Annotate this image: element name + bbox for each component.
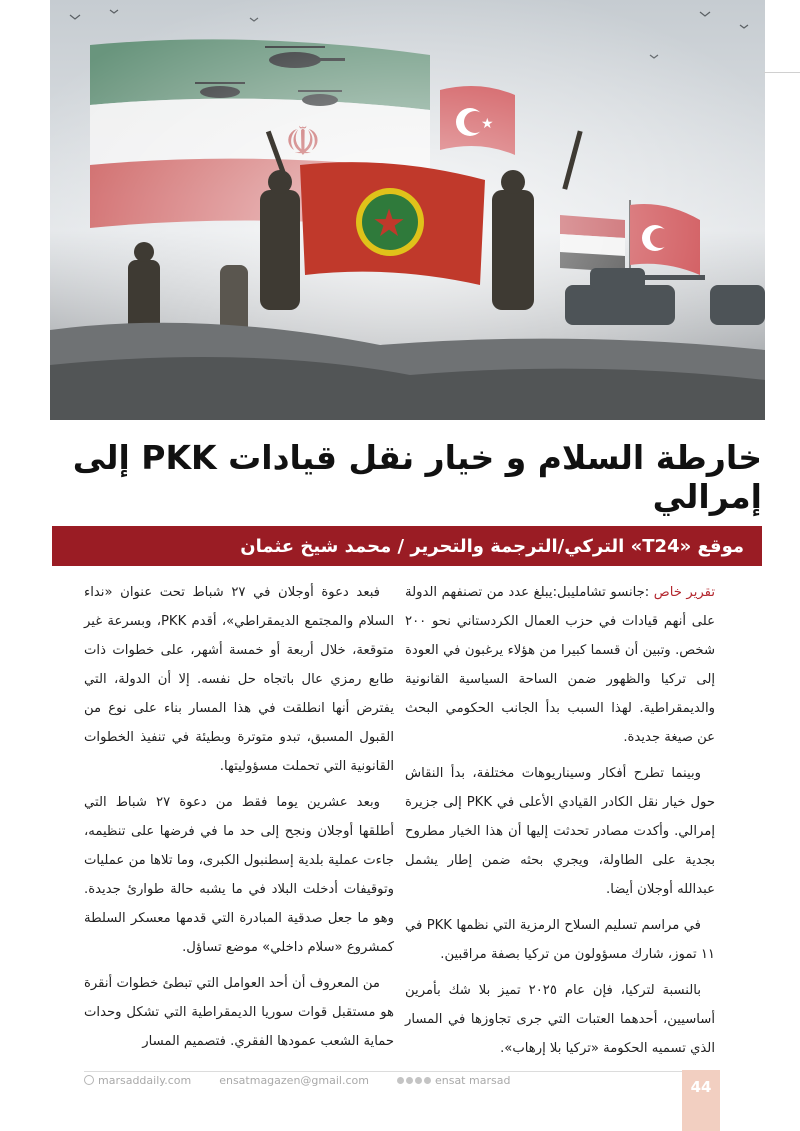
article-column-left <box>84 578 394 1063</box>
article-column-right <box>405 578 715 1070</box>
social-handle: ensat marsad <box>434 1073 511 1087</box>
globe-icon <box>84 1075 94 1085</box>
youtube-icon <box>424 1077 431 1084</box>
hero-image <box>50 0 765 420</box>
byline: موقع «T24» التركي/الترجمة والتحرير / محمد شيخ عثمان <box>240 535 744 557</box>
facebook-icon <box>397 1077 404 1084</box>
edge-rule <box>764 72 800 73</box>
svg-text:★: ★ <box>372 201 407 245</box>
paragraph: فبعد دعوة أوجلان في ٢٧ شباط تحت عنوان «نداء السلام والمجتمع الديمقراطي»، أقدم PKK، وبسرعة غير متوقعة، خلال أربعة أو خمسة أشهر، على خطوات ذات طابع رمزي عال باتجاه حل نفسه. إلا أن الدولة، التي يفترض أنها انطلقت في هذا المسار بناء على نوع من القبول المسبق، تبدو متوترة وبطيئة في تنفيذ الخطوات القانونية التي تحملت مسؤوليتها. <box>84 585 395 774</box>
footer-website[interactable] <box>84 1074 191 1087</box>
paragraph-text: :جانسو تشامليبل:يبلغ عدد من تصنفهم الدولة على أنهم قيادات في حزب العمال الكردستاني نحو ٢٠٠ شخص. وتبين أن قسما كبيرا من هؤلاء يرغبون في العودة إلى تركيا والظهور ضمن الساحة السياسية القانونية والديمقراطية. لهذا السبب بدأ الجانب الحكومي البحث عن صيغة جديدة. <box>405 585 715 745</box>
footer-social[interactable] <box>397 1074 510 1087</box>
page-number: 44 <box>690 1078 712 1096</box>
footer <box>84 1071 684 1089</box>
paragraph: من المعروف أن أحد العوامل التي تبطئ خطوات أنقرة هو مستقبل قوات سوريا الديمقراطية التي تشكل وحدات حماية الشعب عمودها الفقري. فتصميم المسار <box>84 976 394 1049</box>
paragraph: بالنسبة لتركيا، فإن عام ٢٠٢٥ تميز بلا شك بأمرين أساسيين، أحدهما العتبات التي جرى تجاوزها في المسار الذي تسميه الحكومة «تركيا بلا إرهاب». <box>405 983 715 1056</box>
footer-email[interactable] <box>219 1074 369 1087</box>
pkk-flag <box>300 162 485 285</box>
title-box <box>52 438 762 516</box>
paragraph: وبعد عشرين يوما فقط من دعوة ٢٧ شباط التي أطلقها أوجلان ونجح إلى حد ما في فرضها على تنظيمه، جاءت عملية بلدية إسطنبول الكبرى، وما تلاها من عمليات وتوقيفات أدخلت البلاد في ما يشبه حالة طوارئ جديدة. وهو ما جعل صدقية المبادرة التي قدمها معسكر السلطة كمشروع «سلام داخلي» موضع تساؤل. <box>84 795 394 955</box>
instagram-icon <box>415 1077 422 1084</box>
byline-bar <box>52 526 762 566</box>
page-number-box <box>682 1070 720 1131</box>
email-text: ensatmagazen@gmail.com <box>219 1073 369 1087</box>
report-label: تقرير خاص <box>653 585 715 600</box>
article-title: خارطة السلام و خيار نقل قيادات PKK إلى إمرالي <box>72 438 762 516</box>
paragraph: في مراسم تسليم السلاح الرمزية التي نظمها PKK في ١١ تموز، شارك مسؤولون من تركيا بصفة مراقبين. <box>405 918 715 962</box>
hero-illustration <box>50 0 765 420</box>
twitter-icon <box>406 1077 413 1084</box>
paragraph: وبينما تطرح أفكار وسيناريوهات مختلفة، بدأ النقاش حول خيار نقل الكادر القيادي الأعلى في PKK إلى جزيرة إمرالي. وأكدت مصادر تحدثت إليها أن هذا الخيار مطروح بجدية على الطاولة، ويجري بحثه ضمن إطار يشمل عبدالله أوجلان أيضا. <box>405 766 715 897</box>
social-icons <box>397 1077 431 1084</box>
paragraph <box>405 578 715 752</box>
website-text: marsaddaily.com <box>98 1073 192 1087</box>
